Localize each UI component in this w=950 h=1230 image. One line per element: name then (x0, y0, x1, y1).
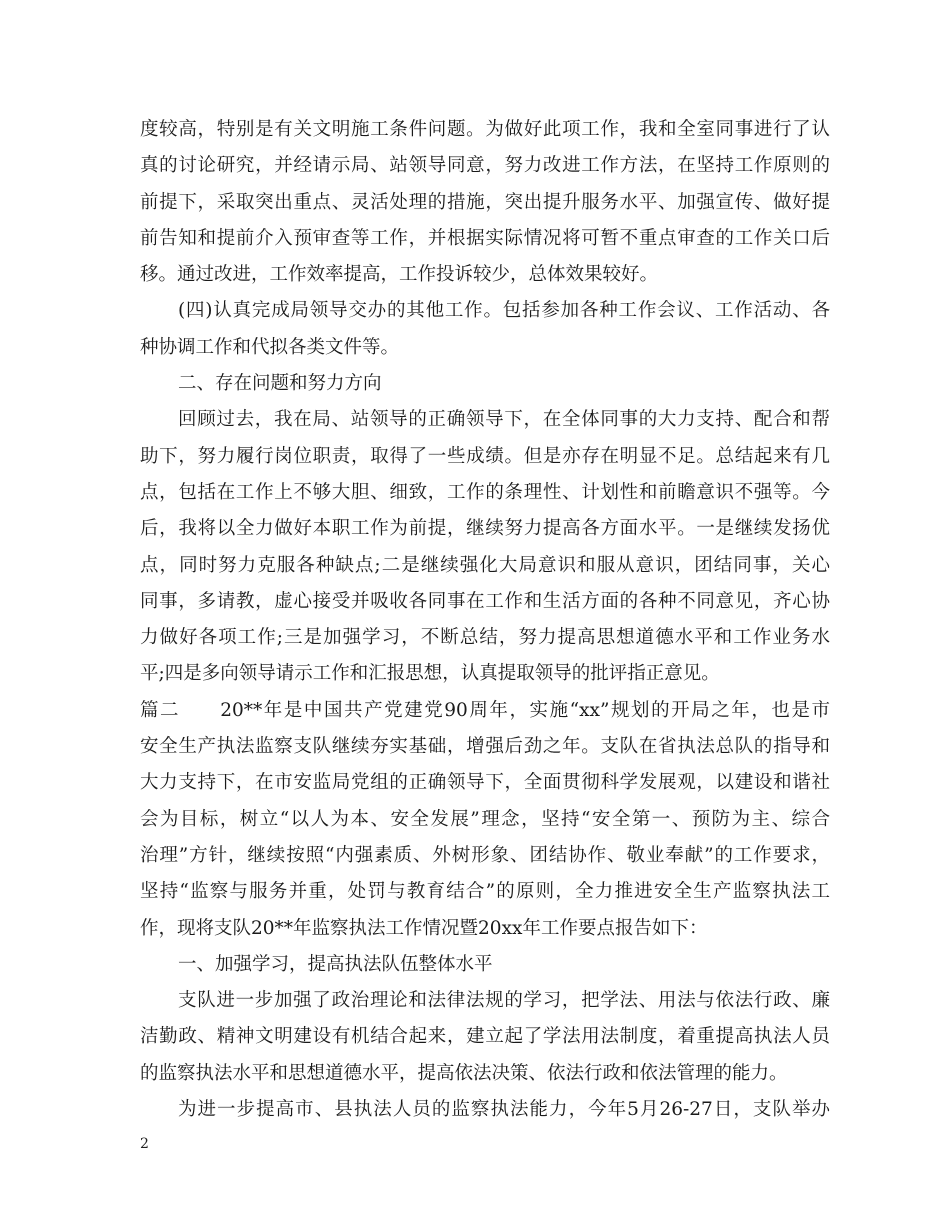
section-heading: 二、存在问题和努力方向 (178, 373, 382, 395)
text-line: 治理”方针，继续按照“内强素质、外树形象、团结协作、敬业奉献”的工作要求， (140, 844, 830, 866)
text-line: 真的讨论研究，并经请示局、站领导同意，努力改进工作方法，在坚持工作原则的 (140, 155, 830, 177)
text-line: 点，同时努力克服各种缺点;二是继续强化大局意识和服从意识，团结同事，关心 (140, 554, 830, 576)
text-line: 点，包括在工作上不够大胆、细致，工作的条理性、计划性和前瞻意识不强等。今 (140, 481, 830, 503)
text-line: 的监察执法水平和思想道德水平，提高依法决策、依法行政和依法管理的能力。 (140, 1062, 788, 1084)
text-line: 前提下，采取突出重点、灵活处理的措施，突出提升服务水平、加强宣传、做好提 (140, 191, 830, 213)
text-line: (四)认真完成局领导交办的其他工作。包括参加各种工作会议、工作活动、各 (178, 300, 830, 322)
text-line: 洁勤政、精神文明建设有机结合起来，建立起了学法用法制度，着重提高执法人员 (140, 1026, 830, 1048)
text-line: 助下，努力履行岗位职责，取得了一些成绩。但是亦存在明显不足。总结起来有几 (140, 445, 830, 467)
text-line: 支队进一步加强了政治理论和法律法规的学习，把学法、用法与依法行政、廉 (178, 990, 830, 1012)
text-line: 回顾过去，我在局、站领导的正确领导下，在全体同事的大力支持、配合和帮 (178, 409, 830, 431)
page-number: 2 (140, 1136, 149, 1152)
text-line: 为进一步提高市、县执法人员的监察执法能力，今年5月26-27日，支队举办 (178, 1099, 830, 1121)
text-line: 作，现将支队20**年监察执法工作情况暨20xx年工作要点报告如下： (140, 917, 708, 939)
text-line: 种协调工作和代拟各类文件等。 (140, 336, 400, 358)
text-line: 移。通过改进，工作效率提高，工作投诉较少，总体效果较好。 (140, 264, 659, 286)
text-line: 安全生产执法监察支队继续夯实基础，增强后劲之年。支队在省执法总队的指导和 (140, 736, 830, 758)
text-line: 力做好各项工作;三是加强学习，不断总结，努力提高思想道德水平和工作业务水 (140, 627, 830, 649)
section-heading: 一、加强学习，提高执法队伍整体水平 (178, 953, 493, 975)
text-line: 同事，多请教，虚心接受并吸收各同事在工作和生活方面的各种不同意见，齐心协 (140, 590, 830, 612)
text-line: 坚持“监察与服务并重，处罚与教育结合”的原则，全力推进安全生产监察执法工 (140, 881, 830, 903)
section-start-line: 篇二 20**年是中国共产党建党90周年，实施“xx”规划的开局之年，也是市 (140, 699, 830, 721)
text-line: 度较高，特别是有关文明施工条件问题。为做好此项工作，我和全室同事进行了认 (140, 119, 830, 140)
text-line: 后，我将以全力做好本职工作为前提，继续努力提高各方面水平。一是继续发扬优 (140, 518, 830, 540)
document-body (140, 112, 830, 1128)
text-line: 会为目标，树立“以人为本、安全发展”理念，坚持“安全第一、预防为主、综合 (140, 808, 830, 830)
text-line: 大力支持下，在市安监局党组的正确领导下，全面贯彻科学发展观，以建设和谐社 (140, 772, 830, 794)
text-line: 前告知和提前介入预审查等工作，并根据实际情况将可暂不重点审查的工作关口后 (140, 227, 830, 249)
text-line: 平;四是多向领导请示工作和汇报思想，认真提取领导的批评指正意见。 (140, 663, 720, 685)
